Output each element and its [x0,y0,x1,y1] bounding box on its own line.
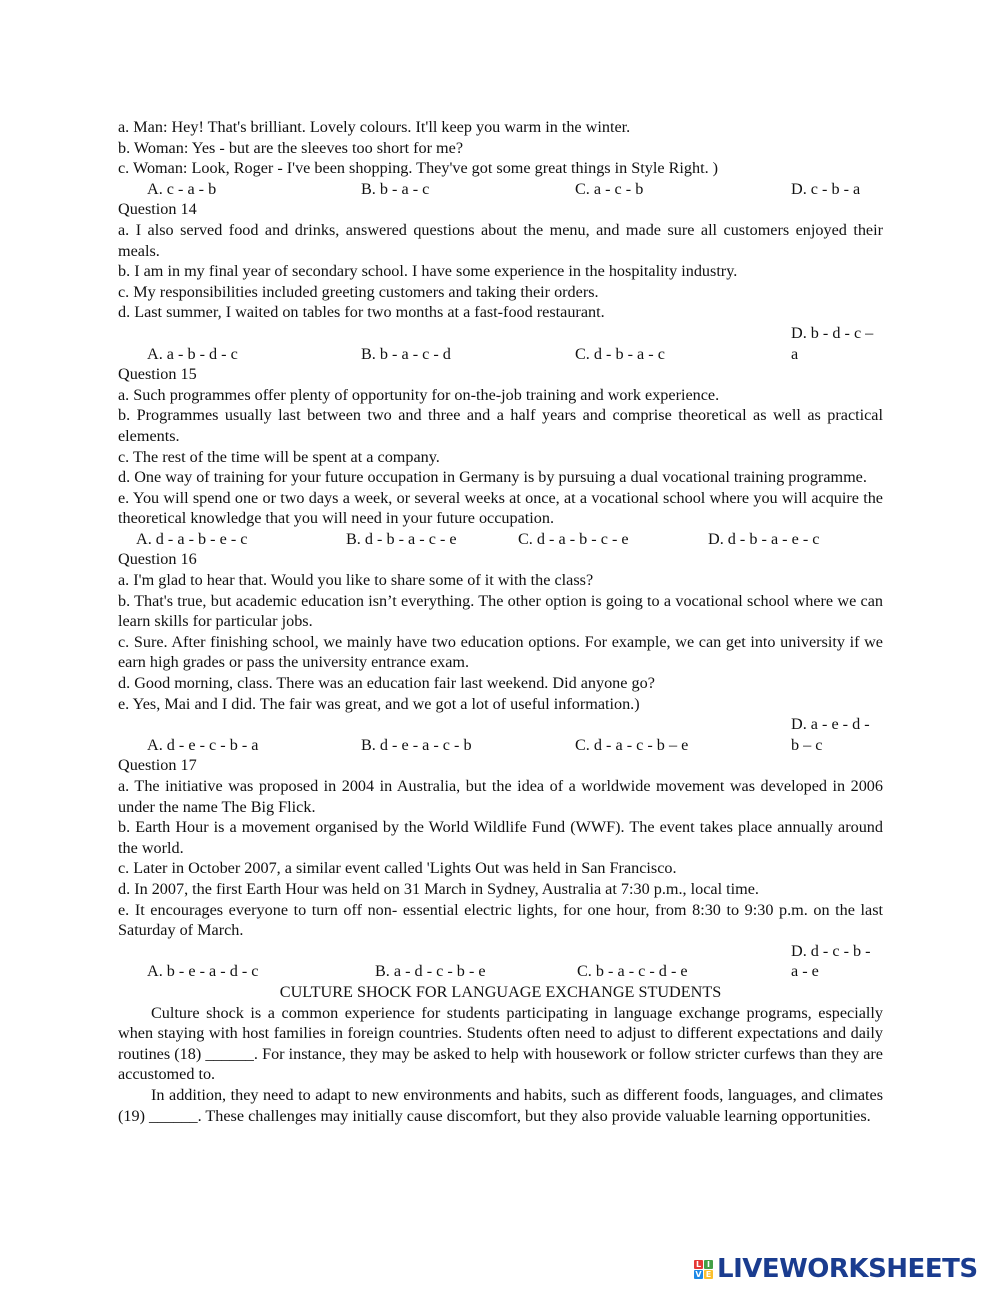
q17-options [118,941,883,982]
brand-mark-tile: I [704,1260,713,1269]
q13-option-a[interactable]: A. c - a - b [147,179,217,198]
q16-option-a[interactable]: A. d - e - c - b - a [147,735,259,754]
q14-option-b[interactable]: B. b - a - c - d [361,344,451,363]
q17-heading: Question 17 [118,756,197,775]
liveworksheets-logo [694,1254,978,1284]
q13-option-d[interactable]: D. c - b - a [791,179,861,198]
q17-option-d[interactable]: D. d - c - b - a - e [791,941,871,981]
q17-item-c: c. Later in October 2007, a similar event called 'Lights Out was held in San Francisco. [118,859,677,878]
q16-item-c: c. Sure. After finishing school, we mainly have two education options. For example, we can get into university if we earn high grades or pass the university entrance exam. [118,632,883,672]
q17-item-e: e. It encourages everyone to turn off non- essential electric lights, for one hour, from 8:30 to 9:30 p.m. on the last Saturday of March. [118,900,883,940]
brand-mark-icon [694,1260,713,1279]
q13-item-c: c. Woman: Look, Roger - I've been shopping. They've got some great things in Style Right. ) [118,159,719,178]
q16-item-a: a. I'm glad to hear that. Would you like to share some of it with the class? [118,571,594,590]
q17-item-d: d. In 2007, the first Earth Hour was held on 31 March in Sydney, Australia at 7:30 p.m., local time. [118,879,759,898]
q16-option-b[interactable]: B. d - e - a - c - b [361,735,472,754]
q17-option-b[interactable]: B. a - d - c - b - e [375,962,486,981]
q16-item-e: e. Yes, Mai and I did. The fair was great, and we got a lot of useful information.) [118,694,640,713]
q15-item-c: c. The rest of the time will be spent at a company. [118,447,440,466]
q14-item-c: c. My responsibilities included greeting customers and taking their orders. [118,282,599,301]
q13-option-b[interactable]: B. b - a - c [361,179,430,198]
q13-item-b: b. Woman: Yes - but are the sleeves too short for me? [118,138,464,157]
brand-mark-tile: E [705,1269,712,1279]
q17-option-c[interactable]: C. b - a - c - d - e [577,962,688,981]
q14-option-a[interactable]: A. a - b - d - c [147,344,238,363]
q16-options [118,714,883,755]
q15-item-d: d. One way of training for your future occupation in Germany is by pursuing a dual vocational training programme. [118,468,867,487]
q16-heading: Question 16 [118,550,197,569]
q16-item-d: d. Good morning, class. There was an education fair last weekend. Did anyone go? [118,674,655,693]
q17-option-a[interactable]: A. b - e - a - d - c [147,962,259,981]
q14-item-d: d. Last summer, I waited on tables for two months at a fast-food restaurant. [118,303,605,322]
worksheet-page [118,117,883,1126]
brand-mark-tile: L [695,1259,702,1269]
q15-option-a[interactable]: A. d - a - b - e - c [136,529,248,548]
q17-item-b: b. Earth Hour is a movement organised by the World Wildlife Fund (WWF). The event takes place annually around the world. [118,818,883,857]
q13-option-c[interactable]: C. a - c - b [575,179,644,198]
q14-option-d[interactable]: D. b - d - c – a [791,323,874,363]
q15-heading: Question 15 [118,365,197,384]
q15-option-b[interactable]: B. d - b - a - c - e [346,529,457,548]
q15-item-b: b. Programmes usually last between two and three and a half years and comprise theoretical as well as practical elements. [118,406,883,445]
q14-heading: Question 14 [118,200,197,219]
q15-option-c[interactable]: C. d - a - b - c - e [518,529,629,548]
q14-item-b: b. I am in my final year of secondary school. I have some experience in the hospitality industry. [118,262,738,281]
q15-option-d[interactable]: D. d - b - a - e - c [708,529,820,548]
brand-mark-tile: V [695,1269,702,1279]
q15-item-e: e. You will spend one or two days a week, or several weeks at once, at a vocational school where you will acquire the theoretical knowledge that you will need in your future occupation. [118,488,883,528]
q15-item-a: a. Such programmes offer plenty of opportunity for on-the-job training and work experience. [118,385,720,404]
q14-option-c[interactable]: C. d - b - a - c [575,344,665,363]
q13-options [118,179,883,200]
passage-paragraph-1: Culture shock is a common experience for students participating in language exchange programs, especially when staying with host families in foreign countries. Students often need to adjust to different expectations and daily routines (18) ______. For instance, they may be asked to help with housework or follow stricter curfews than they are accustomed to. [118,1003,883,1084]
q16-option-d[interactable]: D. a - e - d - b – c [791,715,870,754]
q14-item-a: a. I also served food and drinks, answered questions about the menu, and made sure all customers enjoyed their meals. [118,220,883,260]
q17-item-a: a. The initiative was proposed in 2004 in Australia, but the idea of a worldwide movement was developed in 2006 under the name The Big Flick. [118,777,883,816]
q13-item-a: a. Man: Hey! That's brilliant. Lovely colours. It'll keep you warm in the winter. [118,118,631,136]
passage-paragraph-2: In addition, they need to adapt to new environments and habits, such as different foods, languages, and climates (19) ______. These challenges may initially cause discomfort, but they also provide valuable learning opportunities. [118,1085,883,1125]
q16-option-c[interactable]: C. d - a - c - b – e [575,735,689,754]
q14-options [118,323,883,364]
passage-title: CULTURE SHOCK FOR LANGUAGE EXCHANGE STUDENTS [279,982,722,1001]
q15-options [118,529,883,550]
brand-name: LIVEWORKSHEETS [717,1254,978,1284]
q16-item-b: b. That's true, but academic education isn’t everything. The other option is going to a vocational school where we can learn skills for particular jobs. [118,591,883,631]
